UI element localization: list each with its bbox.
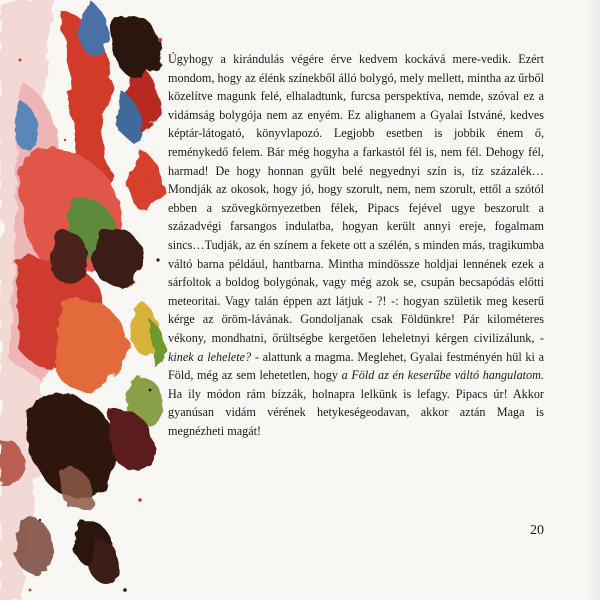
italic-run: a Föld az én keserűbe váltó hangulatom. [341, 368, 544, 383]
body-text [168, 50, 544, 440]
text-run: Ha ily módon rám bízzák, holnapra lelkünk is lefagy. Pipacs úr! Akkor gyanúsan vidám vérének hetykeségeodavan, akkor aztán Maga is megnézheti magát! [168, 386, 544, 438]
page-number: 20 [530, 523, 544, 538]
main-paragraph [168, 50, 544, 440]
text-run: Úgyhogy a kirándulás végére érve kedvem kockává mere-vedik. Ezért mondom, hogy az élénk színekből álló bolygó, mely mellett, mintha az űrből közelítve magunk felé, elhaladtunk, furcsa perspektíva, nemde, szóval ez a vidámság bolygója nem az enyém. Ez alighanem a Gyalai Istváné, kedves képtár-látogató, könyvlapozó. Legjobb esetben is jobbik énem ő, reménykedő felem. Bár még hogyha a farkastól fél is, nem fél. Dehogy fél, harmad! De hogy honnan gyűlt belé negyednyi szín is, tíz százalék… Mondják az okosok, hogy jó, hogy szorult, nem, nem szorult, ettől a szótól ebben a szövegkörnyezetben félek, Pipacs fejével ugye beszorult a századvégi farsangos indulatba, hogyan került annyi ereje, fogalmam sincs…Tudják, az én színem a fekete ott a szélén, s minden más, tragikumba váltó barna például, hantbarna. Mintha mindössze holdjai lennének ezek a sárfoltok a boldog bolygónak, vagy még azok se, csupán becsapódás előtti meteoritai. Vagy talán éppen azt látjuk - ?! -: hogyan születik meg keserű kérge az öröm-lávának. Gondoljanak csak Földünkre! Pár kilométeres vékony, mondhatni, őrültségbe kergetően leheletnyi kérgen civilizálunk, - [168, 52, 544, 345]
page-gutter-shadow [586, 0, 600, 600]
text-run: - alattunk a magma. Meglehet, Gyalai festményén hül ki a Föld, még az sem lehetetlen, hogy [168, 349, 544, 383]
italic-run: kinek a lehelete? [168, 349, 252, 364]
